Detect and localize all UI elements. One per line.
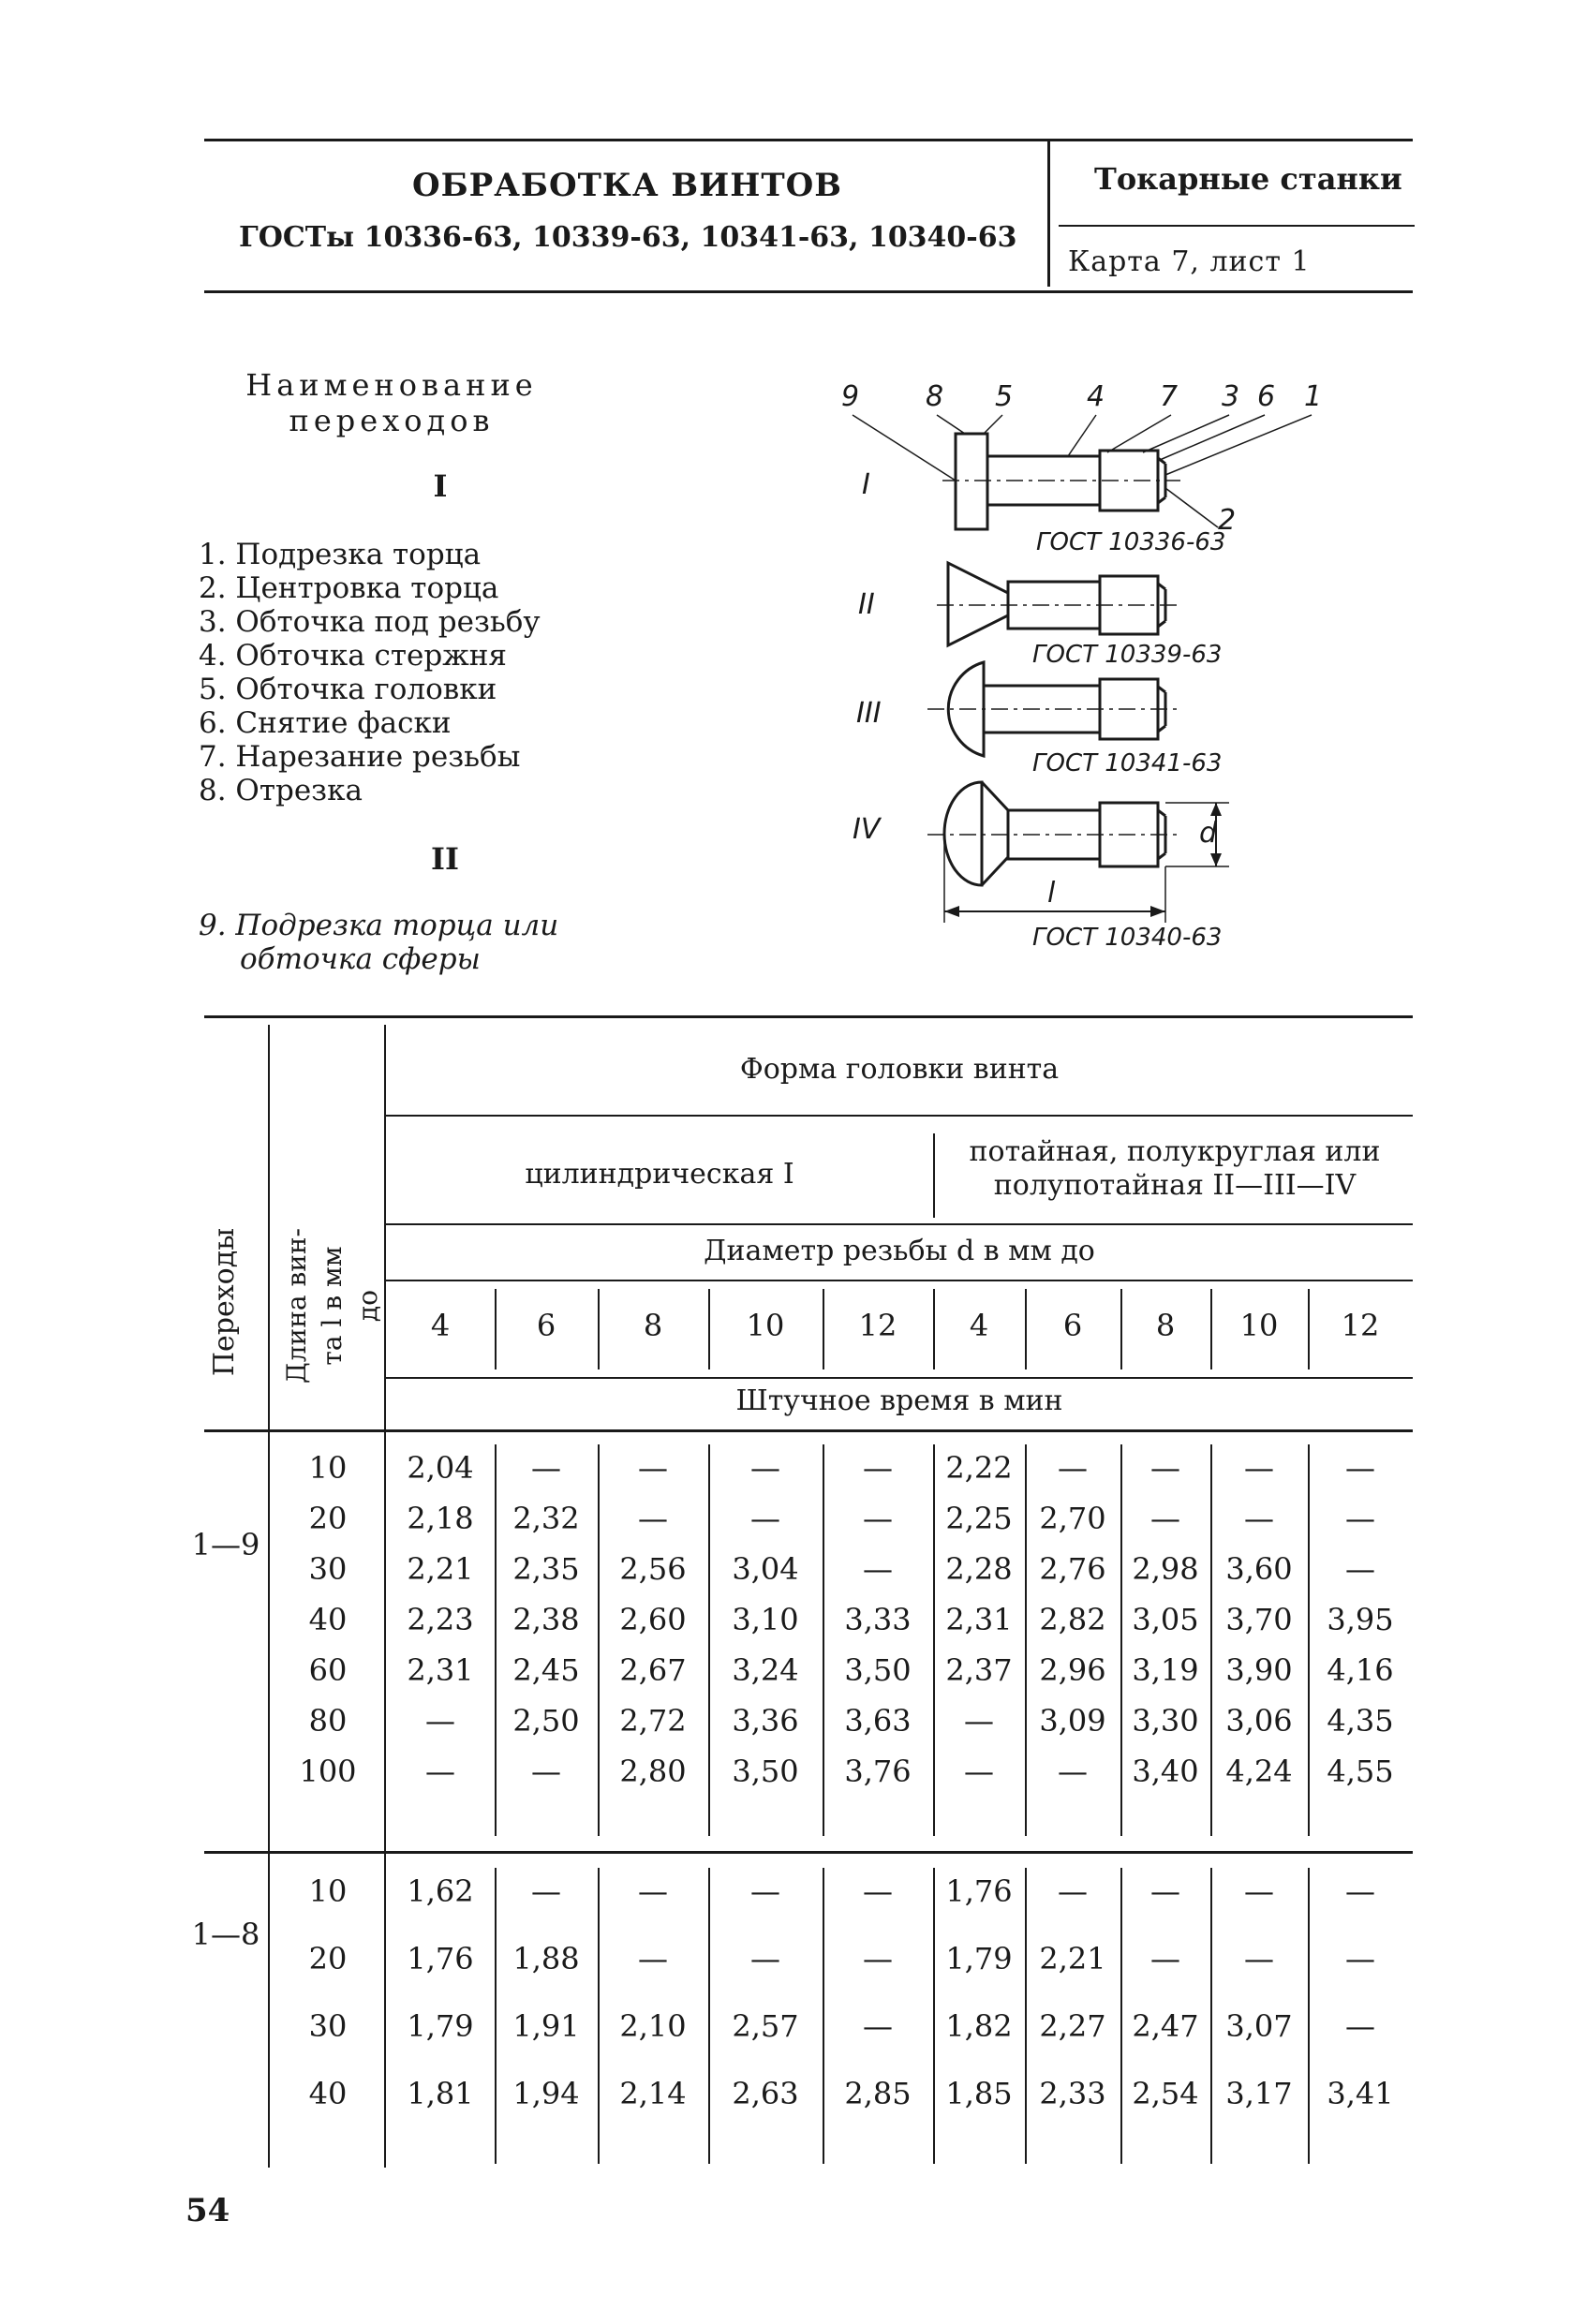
- group-label: 1—8: [191, 1917, 260, 1952]
- table-cell: 1,88: [512, 1941, 580, 1976]
- table-cell: —: [1345, 1551, 1375, 1587]
- table-cell: 2,21: [1039, 1941, 1106, 1976]
- table-cell: —: [863, 2008, 893, 2044]
- table-cell: 1,76: [407, 1941, 474, 1976]
- table-cell: 1,62: [407, 1873, 474, 1909]
- table-cell: 3,90: [1225, 1652, 1293, 1688]
- table-cell: 4,16: [1327, 1652, 1394, 1688]
- table-cell: —: [1244, 1873, 1274, 1909]
- table-cell: 2,38: [512, 1602, 580, 1637]
- gost-label-III: ГОСТ 10341-63: [1032, 749, 1223, 777]
- table-cell: 3,36: [732, 1703, 799, 1739]
- roman-III: III: [856, 697, 882, 730]
- header-divider: [1047, 139, 1050, 287]
- table-cell: 2,76: [1039, 1551, 1106, 1587]
- diameter-header-cell: 10: [1239, 1308, 1279, 1343]
- roman-IV: IV: [853, 813, 881, 846]
- col-length-line2: та l в мм: [317, 1246, 348, 1366]
- operations-heading-line1: Наименование: [245, 367, 538, 403]
- dim-d-label: d: [1199, 817, 1218, 850]
- group2-step-line2: обточка сферы: [240, 942, 481, 976]
- table-cell: 2,22: [945, 1450, 1013, 1486]
- table-cell: —: [863, 1551, 893, 1587]
- table-cell: 1,81: [407, 2076, 474, 2111]
- head-other-line1: потайная, полукруглая или: [969, 1135, 1381, 1168]
- table-cell: 1,82: [945, 2008, 1013, 2044]
- table-cell: 3,70: [1225, 1602, 1293, 1637]
- diameter-header-cell: 8: [1155, 1308, 1176, 1343]
- group1-label: I: [433, 468, 448, 504]
- table-cell: —: [863, 1941, 893, 1976]
- table-cell: —: [1244, 1450, 1274, 1486]
- table-cell: —: [531, 1873, 561, 1909]
- table-cell: 3,50: [732, 1754, 799, 1789]
- diameter-values-rule: [386, 1377, 1413, 1379]
- table-cell: 2,28: [945, 1551, 1013, 1587]
- table-cell: —: [750, 1501, 780, 1536]
- diameter-rule: [386, 1280, 1413, 1281]
- table-cell: —: [1150, 1873, 1180, 1909]
- table-cell: 2,50: [512, 1703, 580, 1739]
- table-cell: 3,40: [1132, 1754, 1199, 1789]
- diameter-header-cell: 8: [643, 1308, 663, 1343]
- callout-5: 5: [995, 380, 1014, 413]
- step-item: 6. Снятие фаски: [199, 706, 452, 740]
- head-time: Штучное время в мин: [735, 1384, 1063, 1417]
- table-cell: —: [1150, 1450, 1180, 1486]
- callout-8: 8: [926, 380, 944, 413]
- raised-countersunk-head: [944, 782, 982, 885]
- group2-step: [199, 909, 558, 976]
- row-length-cell: 20: [308, 1501, 348, 1536]
- table-cell: —: [964, 1703, 994, 1739]
- table-cell: 3,19: [1132, 1652, 1199, 1688]
- operations-heading: [223, 367, 560, 438]
- gost-label-II: ГОСТ 10339-63: [1032, 641, 1223, 669]
- table-cell: 3,17: [1225, 2076, 1293, 2111]
- table-cell: 2,21: [407, 1551, 474, 1587]
- step-item: 2. Центровка торца: [199, 571, 499, 605]
- table-cell: —: [964, 1754, 994, 1789]
- table-cell: 2,32: [512, 1501, 580, 1536]
- table-cell: 2,27: [1039, 2008, 1106, 2044]
- table-cell: 3,30: [1132, 1703, 1199, 1739]
- row-length-cell: 60: [308, 1652, 348, 1688]
- screw-drawing: [824, 370, 1349, 970]
- table-cell: 2,54: [1132, 2076, 1199, 2111]
- col-length-line3: до: [352, 1289, 383, 1323]
- col-transitions-label: Переходы: [208, 1227, 241, 1377]
- diameter-header-cell: 10: [746, 1308, 785, 1343]
- table-cell: —: [531, 1450, 561, 1486]
- table-cell: —: [531, 1754, 561, 1789]
- head-diameter: Диаметр резьбы d в мм до: [704, 1235, 1095, 1267]
- step-item: 7. Нарезание резьбы: [199, 740, 521, 774]
- table-cell: 2,23: [407, 1602, 474, 1637]
- subtype-divider: [933, 1133, 935, 1218]
- row-length-cell: 40: [308, 1602, 348, 1637]
- table-cell: —: [1345, 1873, 1375, 1909]
- table-cell: 2,96: [1039, 1652, 1106, 1688]
- table-cell: —: [1244, 1501, 1274, 1536]
- table-cell: 3,06: [1225, 1703, 1293, 1739]
- step-item: 3. Обточка под резьбу: [199, 605, 541, 639]
- form-rule: [386, 1115, 1413, 1117]
- table-cell: 3,63: [844, 1703, 912, 1739]
- table-cell: 3,09: [1039, 1703, 1106, 1739]
- col-border-transitions: [268, 1025, 270, 2168]
- table-cell: 3,24: [732, 1652, 799, 1688]
- head-form: Форма головки винта: [739, 1053, 1060, 1086]
- table-cell: —: [1345, 1941, 1375, 1976]
- diameter-header-cell: 12: [858, 1308, 897, 1343]
- gost-list: ГОСТы 10336-63, 10339-63, 10341-63, 10340-63: [239, 221, 1017, 254]
- table-cell: 2,57: [732, 2008, 799, 2044]
- callout-1: 1: [1304, 380, 1323, 413]
- table-cell: 2,45: [512, 1652, 580, 1688]
- table-cell: 2,70: [1039, 1501, 1106, 1536]
- group2-label: II: [431, 841, 459, 877]
- table-cell: —: [1058, 1873, 1088, 1909]
- row-length-cell: 100: [299, 1754, 357, 1789]
- table-cell: 2,31: [945, 1602, 1013, 1637]
- callout-2: 2: [1218, 504, 1237, 537]
- table-cell: 4,55: [1327, 1754, 1394, 1789]
- callout-9: 9: [841, 380, 860, 413]
- table-cell: 3,50: [844, 1652, 912, 1688]
- header-right-rule: [1059, 225, 1415, 227]
- table-cell: 2,98: [1132, 1551, 1199, 1587]
- table-cell: 4,35: [1327, 1703, 1394, 1739]
- table-cell: 2,35: [512, 1551, 580, 1587]
- table-cell: —: [425, 1703, 455, 1739]
- table-cell: 1,94: [512, 2076, 580, 2111]
- step-item: 4. Обточка стержня: [199, 639, 507, 673]
- table-cell: 2,85: [844, 2076, 912, 2111]
- group1-steps: [199, 538, 541, 807]
- table-cell: 2,63: [732, 2076, 799, 2111]
- operations-heading-line2: переходов: [289, 403, 495, 438]
- header-bottom-rule: [204, 290, 1413, 293]
- table-cell: —: [1150, 1941, 1180, 1976]
- table-cell: —: [750, 1941, 780, 1976]
- callout-3: 3: [1222, 380, 1240, 413]
- group-label: 1—9: [191, 1527, 260, 1562]
- table-cell: 3,41: [1327, 2076, 1394, 2111]
- cylinder-head: [956, 434, 987, 529]
- group2-step-line1: 9. Подрезка торца или: [199, 909, 559, 942]
- callout-4: 4: [1087, 380, 1105, 413]
- table-cell: 2,67: [619, 1652, 687, 1688]
- table-cell: 2,31: [407, 1652, 474, 1688]
- table-cell: 3,10: [732, 1602, 799, 1637]
- header-top-rule: [204, 139, 1413, 141]
- table-cell: 2,80: [619, 1754, 687, 1789]
- row-length-cell: 40: [308, 2076, 348, 2111]
- table-cell: 1,79: [945, 1941, 1013, 1976]
- roman-I: I: [862, 468, 870, 501]
- table-cell: —: [1058, 1450, 1088, 1486]
- table-cell: —: [1345, 2008, 1375, 2044]
- table-cell: —: [750, 1873, 780, 1909]
- dim-l-label: l: [1047, 877, 1056, 910]
- table-cell: 1,76: [945, 1873, 1013, 1909]
- table-cell: 2,14: [619, 2076, 687, 2111]
- diameter-header-cell: 6: [536, 1308, 556, 1343]
- table-top-rule: [204, 1015, 1413, 1018]
- table-cell: —: [1345, 1450, 1375, 1486]
- table-cell: 2,56: [619, 1551, 687, 1587]
- table-cell: 1,91: [512, 2008, 580, 2044]
- roman-II: II: [858, 588, 875, 621]
- table-cell: —: [638, 1501, 668, 1536]
- machine-type: Токарные станки: [1094, 161, 1402, 197]
- card-number: Карта 7, лист 1: [1068, 245, 1311, 278]
- table-cell: 2,72: [619, 1703, 687, 1739]
- table-cell: —: [863, 1873, 893, 1909]
- table-cell: 2,33: [1039, 2076, 1106, 2111]
- table-cell: —: [638, 1450, 668, 1486]
- table-cell: —: [750, 1450, 780, 1486]
- step-item: 1. Подрезка торца: [199, 538, 482, 571]
- table-cell: 1,85: [945, 2076, 1013, 2111]
- step-item: 8. Отрезка: [199, 774, 363, 807]
- table-cell: 3,76: [844, 1754, 912, 1789]
- table-cell: 3,95: [1327, 1602, 1394, 1637]
- diameter-header-cell: 12: [1341, 1308, 1380, 1343]
- col-length-line1: Длина вин-: [281, 1227, 312, 1384]
- table-cell: 2,25: [945, 1501, 1013, 1536]
- table-cell: 3,60: [1225, 1551, 1293, 1587]
- table-cell: 2,10: [619, 2008, 687, 2044]
- head-other-line2: полупотайная II—III—IV: [993, 1169, 1357, 1202]
- row-length-cell: 10: [308, 1873, 348, 1909]
- table-cell: —: [1244, 1941, 1274, 1976]
- table-cell: —: [425, 1754, 455, 1789]
- diameter-header-cell: 4: [430, 1308, 451, 1343]
- page-title: ОБРАБОТКА ВИНТОВ: [412, 167, 842, 204]
- table-cell: 2,37: [945, 1652, 1013, 1688]
- table-cell: 2,60: [619, 1602, 687, 1637]
- callout-6: 6: [1257, 380, 1276, 413]
- row-length-cell: 30: [308, 2008, 348, 2044]
- table-cell: 2,82: [1039, 1602, 1106, 1637]
- gost-label-IV: ГОСТ 10340-63: [1032, 924, 1223, 952]
- page-number: 54: [185, 2192, 230, 2229]
- table-cell: —: [863, 1501, 893, 1536]
- table-cell: 2,18: [407, 1501, 474, 1536]
- row-length-cell: 10: [308, 1450, 348, 1486]
- table-cell: 3,33: [844, 1602, 912, 1637]
- table-cell: —: [638, 1941, 668, 1976]
- diameter-header-cell: 6: [1062, 1308, 1083, 1343]
- table-cell: —: [638, 1873, 668, 1909]
- step-item: 5. Обточка головки: [199, 673, 497, 706]
- row-length-cell: 80: [308, 1703, 348, 1739]
- row-length-cell: 20: [308, 1941, 348, 1976]
- table-cell: 3,04: [732, 1551, 799, 1587]
- gost-label-I: ГОСТ 10336-63: [1036, 528, 1226, 556]
- table-cell: 2,47: [1132, 2008, 1199, 2044]
- table-cell: 3,05: [1132, 1602, 1199, 1637]
- table-cell: —: [1058, 1754, 1088, 1789]
- table-cell: —: [1150, 1501, 1180, 1536]
- head-cylindrical: цилиндрическая I: [525, 1158, 794, 1191]
- table-cell: —: [863, 1450, 893, 1486]
- countersunk-head: [948, 563, 1008, 645]
- callout-7: 7: [1160, 380, 1179, 413]
- diameter-header-cell: 4: [969, 1308, 989, 1343]
- table-cell: 3,07: [1225, 2008, 1293, 2044]
- table-cell: 4,24: [1225, 1754, 1293, 1789]
- row-length-cell: 30: [308, 1551, 348, 1587]
- table-cell: 2,04: [407, 1450, 474, 1486]
- table-cell: 1,79: [407, 2008, 474, 2044]
- table-cell: —: [1345, 1501, 1375, 1536]
- subtype-rule: [386, 1223, 1413, 1225]
